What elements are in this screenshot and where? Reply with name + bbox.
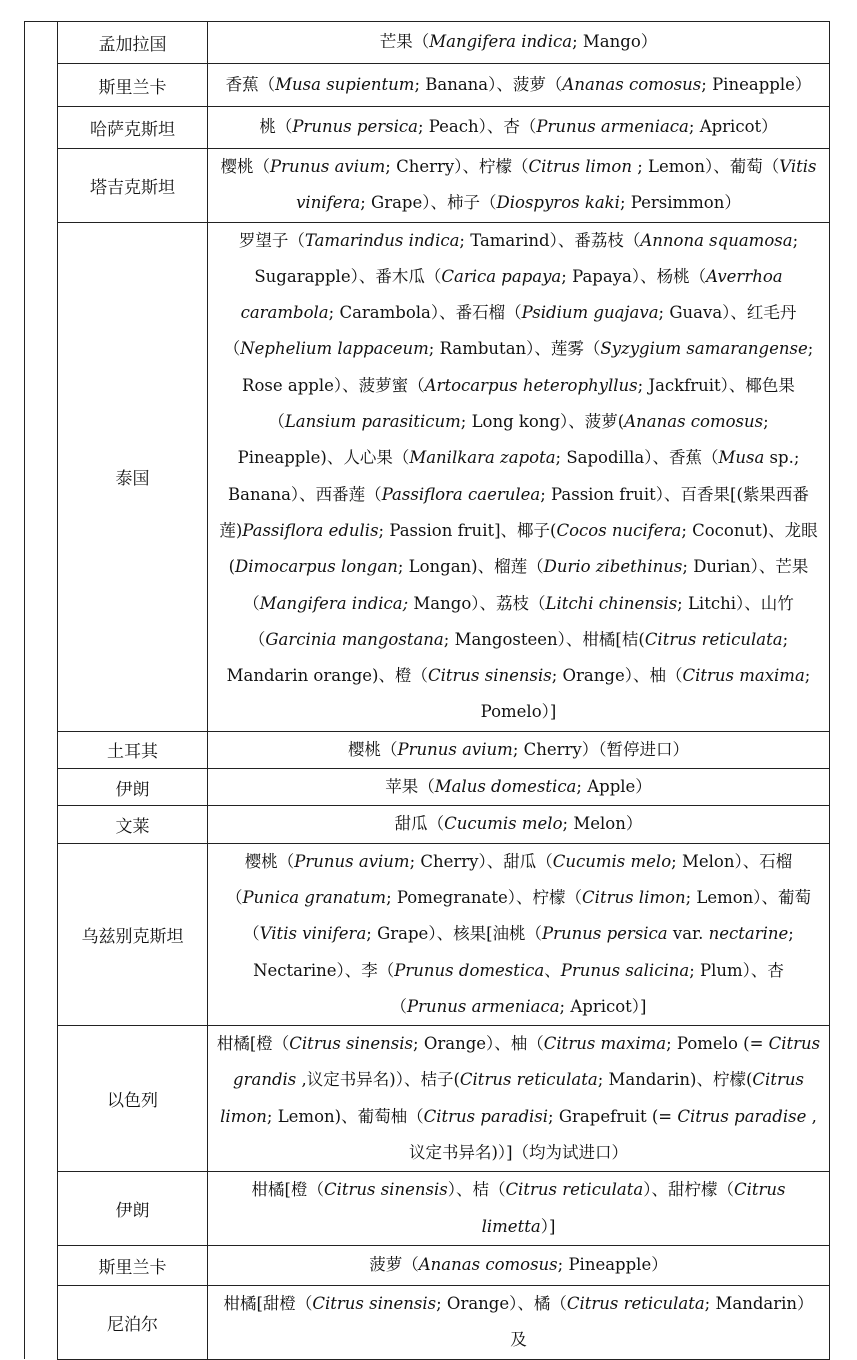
fruit-list-cell: 桃（Prunus persica; Peach）、杏（Prunus armeniaca; Apricot） — [208, 107, 830, 149]
table-row — [25, 149, 830, 223]
country-cell: 孟加拉国 — [58, 22, 208, 64]
country-cell: 以色列 — [58, 1026, 208, 1172]
table-row — [25, 843, 830, 1025]
table-row — [25, 64, 830, 107]
fruit-list-cell: 香蕉（Musa supientum; Banana）、菠萝（Ananas comosus; Pineapple） — [208, 64, 830, 107]
table-row — [25, 107, 830, 149]
table-row — [25, 731, 830, 768]
country-cell: 乌兹别克斯坦 — [58, 843, 208, 1025]
table-row — [25, 1026, 830, 1172]
table-row — [25, 806, 830, 843]
table-row — [25, 22, 830, 64]
fruit-list-cell: 罗望子（Tamarindus indica; Tamarind）、番荔枝（Annona squamosa; Sugarapple）、番木瓜（Carica papaya; Papaya）、杨桃（Averrhoa carambola; Carambola）、番石榴（Psidium guajava; Guava）、红毛丹（Nephelium lappaceum; Rambutan）、莲雾（Syzygium samarangense; Rose apple）、菠萝蜜（Artocarpus heterophyllus; Jackfruit）、椰色果（Lansium parasiticum; Long kong）、菠萝(Ananas comosus; Pineapple)、人心果（Manilkara zapota; Sapodilla）、香蕉（Musa sp.; Banana）、西番莲（Passiflora caerulea; Passion fruit）、百香果[(紫果西番莲)Passiflora edulis; Passion fruit]、椰子(Cocos nucifera; Coconut)、龙眼(Dimocarpus longan; Longan)、榴莲（Durio zibethinus; Durian）、芒果（Mangifera indica; Mango）、荔枝（Litchi chinensis; Litchi）、山竹（Garcinia mangostana; Mangosteen）、柑橘[桔(Citrus reticulata; Mandarin orange)、橙（Citrus sinensis; Orange）、柚（Citrus maxima; Pomelo）] — [208, 222, 830, 731]
table-row — [25, 1285, 830, 1359]
fruit-list-cell: 菠萝（Ananas comosus; Pineapple） — [208, 1245, 830, 1285]
country-cell: 哈萨克斯坦 — [58, 107, 208, 149]
country-cell: 泰国 — [58, 222, 208, 731]
country-cell: 斯里兰卡 — [58, 64, 208, 107]
fruit-list-cell: 柑橘[橙（Citrus sinensis; Orange）、柚（Citrus maxima; Pomelo (= Citrus grandis ,议定书异名)）、桔子(Citrus reticulata; Mandarin)、柠檬(Citrus limon; Lemon)、葡萄柚（Citrus paradisi; Grapefruit (= Citrus paradise ,议定书异名)）]（均为试进口） — [208, 1026, 830, 1172]
fruit-list-cell: 甜瓜（Cucumis melo; Melon） — [208, 806, 830, 843]
country-cell: 伊朗 — [58, 769, 208, 806]
country-cell: 文莱 — [58, 806, 208, 843]
fruit-list-cell: 樱桃（Prunus avium; Cherry）（暂停进口） — [208, 731, 830, 768]
country-cell: 塔吉克斯坦 — [58, 149, 208, 223]
table-row — [25, 1245, 830, 1285]
table-body — [25, 22, 830, 1360]
fruit-list-cell: 柑橘[甜橙（Citrus sinensis; Orange）、橘（Citrus reticulata; Mandarin）及 — [208, 1285, 830, 1359]
country-cell: 斯里兰卡 — [58, 1245, 208, 1285]
country-cell: 尼泊尔 — [58, 1285, 208, 1359]
fruit-list-cell: 樱桃（Prunus avium; Cherry）、柠檬（Citrus limon ; Lemon）、葡萄（Vitis vinifera; Grape）、柿子（Diospyros kaki; Persimmon） — [208, 149, 830, 223]
table-row — [25, 769, 830, 806]
fruit-import-table — [24, 21, 830, 1360]
table-row — [25, 222, 830, 731]
blank-index-column — [25, 22, 58, 1360]
table-row — [25, 1172, 830, 1246]
fruit-list-cell: 柑橘[橙（Citrus sinensis）、桔（Citrus reticulata）、甜柠檬（Citrus limetta）] — [208, 1172, 830, 1246]
fruit-list-cell: 樱桃（Prunus avium; Cherry）、甜瓜（Cucumis melo; Melon）、石榴（Punica granatum; Pomegranate）、柠檬（Citrus limon; Lemon）、葡萄（Vitis vinifera; Grape）、核果[油桃（Prunus persica var. nectarine; Nectarine）、李（Prunus domestica、Prunus salicina; Plum）、杏（Prunus armeniaca; Apricot）] — [208, 843, 830, 1025]
fruit-list-cell: 苹果（Malus domestica; Apple） — [208, 769, 830, 806]
country-cell: 伊朗 — [58, 1172, 208, 1246]
fruit-list-cell: 芒果（Mangifera indica; Mango） — [208, 22, 830, 64]
country-cell: 土耳其 — [58, 731, 208, 768]
fruit-import-table-container — [24, 21, 829, 1360]
